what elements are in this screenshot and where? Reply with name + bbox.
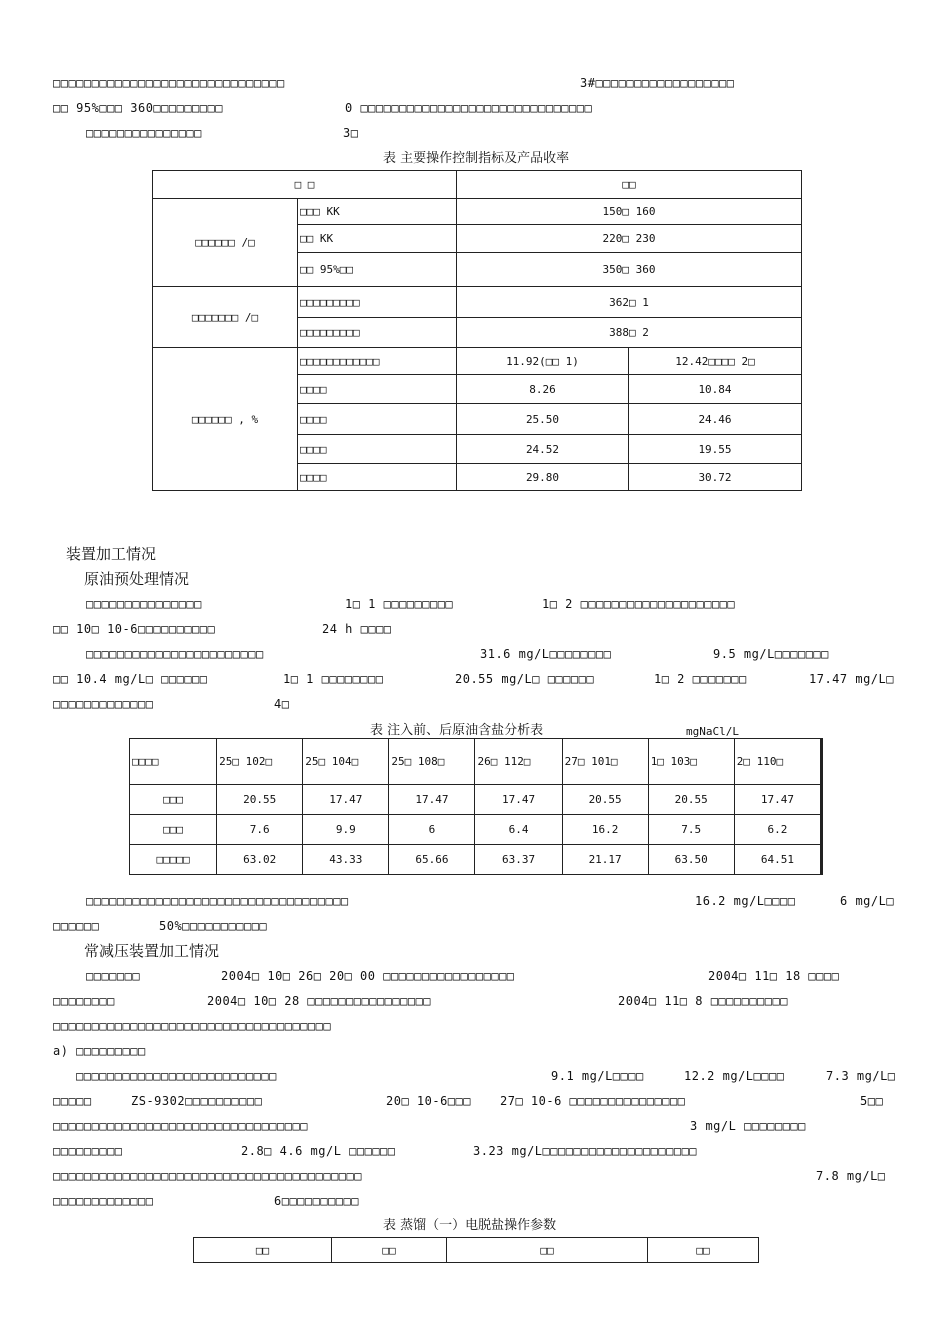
- s2-p6: a) □□□□□□□□□: [53, 1044, 146, 1058]
- row-name: □□ KK: [298, 225, 457, 253]
- s2-p7c: 12.2 mg/L□□□□: [684, 1069, 785, 1083]
- value-cell: 7.5: [648, 815, 734, 845]
- value-cell: 20.55: [217, 785, 303, 815]
- value-cell: 20.55: [562, 785, 648, 815]
- row-value-1: 25.50: [457, 404, 629, 435]
- value-cell: 16.2: [562, 815, 648, 845]
- date-cell: 25□ 104□: [303, 739, 389, 785]
- para1-line3b: 3□: [343, 126, 359, 140]
- s1-p4a: □□ 10.4 mg/L□ □□□□□□: [53, 672, 208, 686]
- s2-p11a: □□□□□□□□□□□□□□□□□□□□□□□□□□□□□□□□□□□□□□□□: [53, 1169, 362, 1183]
- value-cell: 63.50: [648, 845, 734, 875]
- row-value-2: 19.55: [629, 435, 802, 464]
- s2-p8b: ZS-9302□□□□□□□□□□: [131, 1094, 263, 1108]
- date-cell: 2□ 110□: [734, 739, 821, 785]
- s2-p8e: 5□□: [860, 1094, 884, 1108]
- row-value-2: 30.72: [629, 464, 802, 491]
- s2-p7a: □□□□□□□□□□□□□□□□□□□□□□□□□□: [76, 1069, 277, 1083]
- value-cell: 9.9: [303, 815, 389, 845]
- header-cell: □□: [332, 1238, 447, 1263]
- table1-caption: 表 主要操作控制指标及产品收率: [383, 151, 570, 166]
- subsection-heading: 原油预处理情况: [84, 570, 190, 588]
- s2-p1a: □□□□□□□□□□□□□□□□□□□□□□□□□□□□□□□□□□: [86, 894, 349, 908]
- s2-p4a: □□□□□□□□: [53, 994, 115, 1008]
- para1-line2a: □□ 95%□□□ 360□□□□□□□□□: [53, 101, 223, 115]
- value-cell: 63.37: [475, 845, 562, 875]
- s2-p11b: 7.8 mg/L□: [816, 1169, 886, 1183]
- value-cell: 17.47: [734, 785, 821, 815]
- date-cell: 25□ 108□: [389, 739, 475, 785]
- header-value-cell: □□: [457, 171, 802, 199]
- row-value: 350□ 360: [457, 253, 802, 287]
- header-cell: □□: [194, 1238, 332, 1263]
- s1-p2a: □□ 10□ 10-6□□□□□□□□□□: [53, 622, 216, 636]
- row-label: □□□: [130, 815, 217, 845]
- row-label: □□□: [130, 785, 217, 815]
- table-row: [153, 287, 802, 318]
- s2-p10c: 3.23 mg/L□□□□□□□□□□□□□□□□□□□□: [473, 1144, 698, 1158]
- para1-line1a: □□□□□□□□□□□□□□□□□□□□□□□□□□□□□□: [53, 76, 285, 90]
- value-cell: 65.66: [389, 845, 475, 875]
- row-value-2: 10.84: [629, 375, 802, 404]
- row-value-1: 8.26: [457, 375, 629, 404]
- salt-analysis-table: [129, 738, 823, 875]
- s2-p1b: 16.2 mg/L□□□□: [695, 894, 796, 908]
- s1-p4b: 1□ 1 □□□□□□□□: [283, 672, 384, 686]
- value-cell: 6: [389, 815, 475, 845]
- group2-label: □□□□□□□ /□: [153, 287, 298, 348]
- s2-p5: □□□□□□□□□□□□□□□□□□□□□□□□□□□□□□□□□□□□: [53, 1019, 332, 1033]
- row-value-1: 11.92(□□ 1): [457, 348, 629, 375]
- row-value-2: 24.46: [629, 404, 802, 435]
- row-name: □□□□□□□□□: [298, 318, 457, 348]
- table-row: [130, 845, 822, 875]
- row-label: □□□□□: [130, 845, 217, 875]
- section-heading: 装置加工情况: [66, 545, 157, 563]
- table2-unit-text: mgNaCl/L: [686, 725, 739, 738]
- s2-p3c: 2004□ 11□ 18 □□□□: [708, 969, 840, 983]
- desalting-parameter-table: [193, 1237, 759, 1263]
- s1-p3b: 31.6 mg/L□□□□□□□□: [480, 647, 612, 661]
- row-name: □□□□: [298, 375, 457, 404]
- s2-p12b: 6□□□□□□□□□□: [274, 1194, 359, 1208]
- row-name: □□□□□□□□□□□□: [298, 348, 457, 375]
- row-name: □□□□: [298, 404, 457, 435]
- s1-p4d: 1□ 2 □□□□□□□: [654, 672, 747, 686]
- row-name: □□□□: [298, 464, 457, 491]
- s1-p5b: 4□: [274, 697, 290, 711]
- row-value-2: 12.42□□□□ 2□: [629, 348, 802, 375]
- value-cell: 20.55: [648, 785, 734, 815]
- value-cell: 17.47: [303, 785, 389, 815]
- value-cell: 43.33: [303, 845, 389, 875]
- s2-p7d: 7.3 mg/L□: [826, 1069, 896, 1083]
- value-cell: 21.17: [562, 845, 648, 875]
- header-item-cell: □ □: [153, 171, 457, 199]
- s2-p8d: 27□ 10-6 □□□□□□□□□□□□□□□: [500, 1094, 686, 1108]
- row-value: 362□ 1: [457, 287, 802, 318]
- para1-line2b: 0 □□□□□□□□□□□□□□□□□□□□□□□□□□□□□□: [345, 101, 593, 115]
- table-row: [130, 815, 822, 845]
- row-value-1: 24.52: [457, 435, 629, 464]
- s1-p4c: 20.55 mg/L□ □□□□□□: [455, 672, 595, 686]
- value-cell: 6.4: [475, 815, 562, 845]
- date-cell: 27□ 101□: [562, 739, 648, 785]
- s2-p2a: □□□□□□: [53, 919, 100, 933]
- value-cell: 7.6: [217, 815, 303, 845]
- header-cell: □□: [447, 1238, 648, 1263]
- s2-p1c: 6 mg/L□: [840, 894, 895, 908]
- s1-p4e: 17.47 mg/L□: [809, 672, 894, 686]
- s1-p3c: 9.5 mg/L□□□□□□□: [713, 647, 829, 661]
- row-value: 388□ 2: [457, 318, 802, 348]
- table-row: [153, 348, 802, 375]
- para1-line1b: 3#□□□□□□□□□□□□□□□□□□: [580, 76, 735, 90]
- para1-line3a: □□□□□□□□□□□□□□□: [86, 126, 202, 140]
- row-name: □□□□: [298, 435, 457, 464]
- col-header: □□□□: [130, 739, 217, 785]
- s2-p10b: 2.8□ 4.6 mg/L □□□□□□: [241, 1144, 396, 1158]
- table-row: [194, 1238, 759, 1263]
- header-cell: □□: [648, 1238, 759, 1263]
- value-cell: 17.47: [475, 785, 562, 815]
- table3-caption: 表 蒸馏（一）电脱盐操作参数: [383, 1218, 557, 1233]
- s1-p1a: □□□□□□□□□□□□□□□: [86, 597, 202, 611]
- group3-label: □□□□□□ , %: [153, 348, 298, 491]
- value-cell: 64.51: [734, 845, 821, 875]
- s1-p5a: □□□□□□□□□□□□□: [53, 697, 154, 711]
- row-value-1: 29.80: [457, 464, 629, 491]
- date-cell: 26□ 112□: [475, 739, 562, 785]
- row-name: □□ 95%□□: [298, 253, 457, 287]
- value-cell: 17.47: [389, 785, 475, 815]
- s2-p9a: □□□□□□□□□□□□□□□□□□□□□□□□□□□□□□□□□: [53, 1119, 308, 1133]
- table-row: [130, 785, 822, 815]
- s2-p4c: 2004□ 11□ 8 □□□□□□□□□□: [618, 994, 788, 1008]
- s2-p12a: □□□□□□□□□□□□□: [53, 1194, 154, 1208]
- date-cell: 1□ 103□: [648, 739, 734, 785]
- subsection-heading-2: 常减压装置加工情况: [84, 942, 220, 960]
- table-row: [153, 171, 802, 199]
- s2-p8a: □□□□□: [53, 1094, 92, 1108]
- row-name: □□□ KK: [298, 199, 457, 225]
- value-cell: 6.2: [734, 815, 821, 845]
- row-name: □□□□□□□□□: [298, 287, 457, 318]
- operating-index-table: [152, 170, 802, 491]
- s1-p2b: 24 h □□□□: [322, 622, 392, 636]
- s1-p1c: 1□ 2 □□□□□□□□□□□□□□□□□□□□: [542, 597, 736, 611]
- group1-label: □□□□□□ /□: [153, 199, 298, 287]
- date-cell: 25□ 102□: [217, 739, 303, 785]
- row-value: 150□ 160: [457, 199, 802, 225]
- row-value: 220□ 230: [457, 225, 802, 253]
- s2-p3b: 2004□ 10□ 26□ 20□ 00 □□□□□□□□□□□□□□□□□: [221, 969, 515, 983]
- table2-caption: 表 注入前、后原油含盐分析表: [370, 723, 544, 738]
- table-row: [153, 199, 802, 225]
- s1-p3a: □□□□□□□□□□□□□□□□□□□□□□□: [86, 647, 264, 661]
- table-row: [130, 739, 822, 785]
- value-cell: 63.02: [217, 845, 303, 875]
- s2-p4b: 2004□ 10□ 28 □□□□□□□□□□□□□□□□: [207, 994, 432, 1008]
- s2-p8c: 20□ 10-6□□□: [386, 1094, 471, 1108]
- s2-p2b: 50%□□□□□□□□□□□: [159, 919, 268, 933]
- s2-p10a: □□□□□□□□□: [53, 1144, 123, 1158]
- s1-p1b: 1□ 1 □□□□□□□□□: [345, 597, 454, 611]
- s2-p7b: 9.1 mg/L□□□□: [551, 1069, 644, 1083]
- s2-p3a: □□□□□□□: [86, 969, 141, 983]
- s2-p9b: 3 mg/L □□□□□□□□: [690, 1119, 806, 1133]
